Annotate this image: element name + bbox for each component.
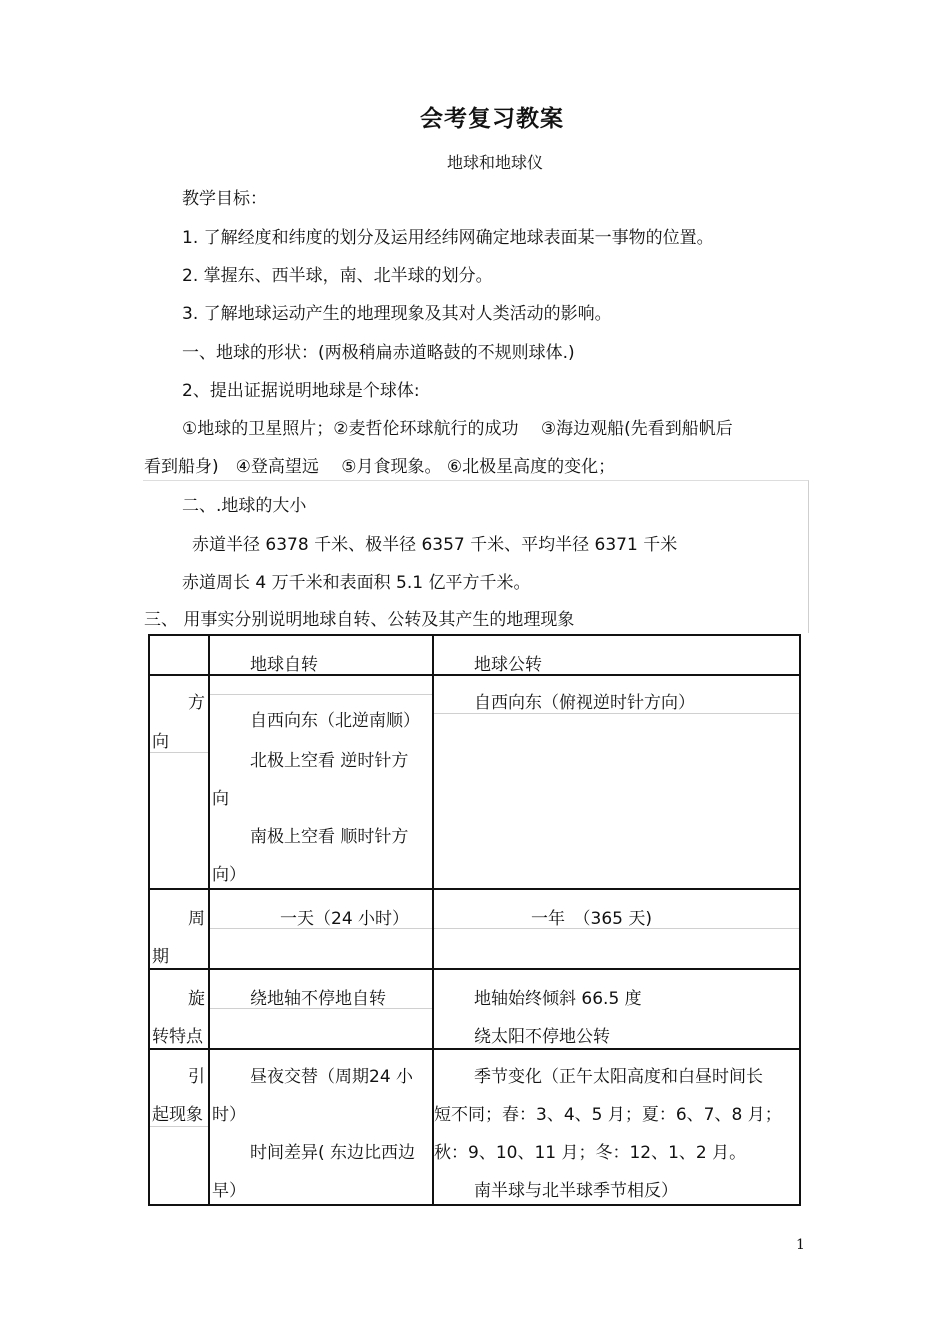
cell-revolution-phenomena: 季节变化（正午太阳高度和白昼时间长 短不同；春：3、4、5 月；夏：6、7、8 月； 秋：9、10、11 月；冬：12、1、2 月。 南半球与北半球季节相反） <box>433 1049 800 1205</box>
cell-revolution-feature: 地轴始终倾斜 66.5 度 绕太阳不停地公转 <box>433 969 800 1049</box>
cell-revolution-period: 一年 （365 天) <box>433 889 800 969</box>
table-header-cell: 地球公转 <box>433 635 800 675</box>
row-label-period: 周 期 <box>149 889 209 969</box>
goals-heading: 教学目标： <box>182 189 267 209</box>
cell-rotation-feature: 绕地轴不停地自转 <box>209 969 433 1049</box>
evidence-line: 看到船身) ④登高望远 ⑤月食现象。 ⑥北极星高度的变化； <box>144 457 616 477</box>
table-header-cell: 地球自转 <box>209 635 433 675</box>
cell-rotation-phenomena: 昼夜交替（周期24 小 时） 时间差异( 东边比西边 早） <box>209 1049 433 1205</box>
table-row-period <box>149 889 800 969</box>
section-heading-motion: 三、 用事实分别说明地球自转、公转及其产生的地理现象 <box>144 610 575 630</box>
row-label-direction: 方 向 <box>149 675 209 889</box>
size-line: 赤道周长 4 万千米和表面积 5.1 亿平方千米。 <box>182 573 531 593</box>
goal-item: 1. 了解经度和纬度的划分及运用经纬网确定地球表面某一事物的位置。 <box>182 228 714 248</box>
goal-item: 3. 了解地球运动产生的地理现象及其对人类活动的影响。 <box>182 304 612 324</box>
section-heading-size: 二、.地球的大小 <box>182 496 307 516</box>
evidence-line: ①地球的卫星照片；②麦哲伦环球航行的成功 ③海边观船(先看到船帆后 <box>182 419 733 439</box>
table-row-phenomena <box>149 1049 800 1205</box>
document-subtitle: 地球和地球仪 <box>446 153 543 172</box>
section-heading-shape: 一、地球的形状：(两极稍扁赤道略鼓的不规则球体.) <box>182 343 575 363</box>
table-row-direction <box>149 675 800 889</box>
goal-item: 2. 掌握东、西半球，南、北半球的划分。 <box>182 266 493 286</box>
row-label-phenomena: 引 起现象 <box>149 1049 209 1205</box>
document-title: 会考复习教案 <box>420 106 564 132</box>
size-line: 赤道半径 6378 千米、极半径 6357 千米、平均半径 6371 千米 <box>192 535 678 555</box>
cell-rotation-period: 一天（24 小时） <box>209 889 433 969</box>
table-header-cell <box>149 635 209 675</box>
table-header-row <box>149 635 800 675</box>
motion-comparison-table <box>148 634 801 1206</box>
cell-revolution-direction: 自西向东（俯视逆时针方向） <box>433 675 800 889</box>
table-row-feature <box>149 969 800 1049</box>
evidence-heading: 2、提出证据说明地球是个球体: <box>182 381 420 401</box>
row-label-feature: 旋 转特点 <box>149 969 209 1049</box>
cell-rotation-direction: 自西向东（北逆南顺） 北极上空看 逆时针方 向 南极上空看 顺时针方 向） <box>209 675 433 889</box>
page-number: 1 <box>796 1237 805 1253</box>
